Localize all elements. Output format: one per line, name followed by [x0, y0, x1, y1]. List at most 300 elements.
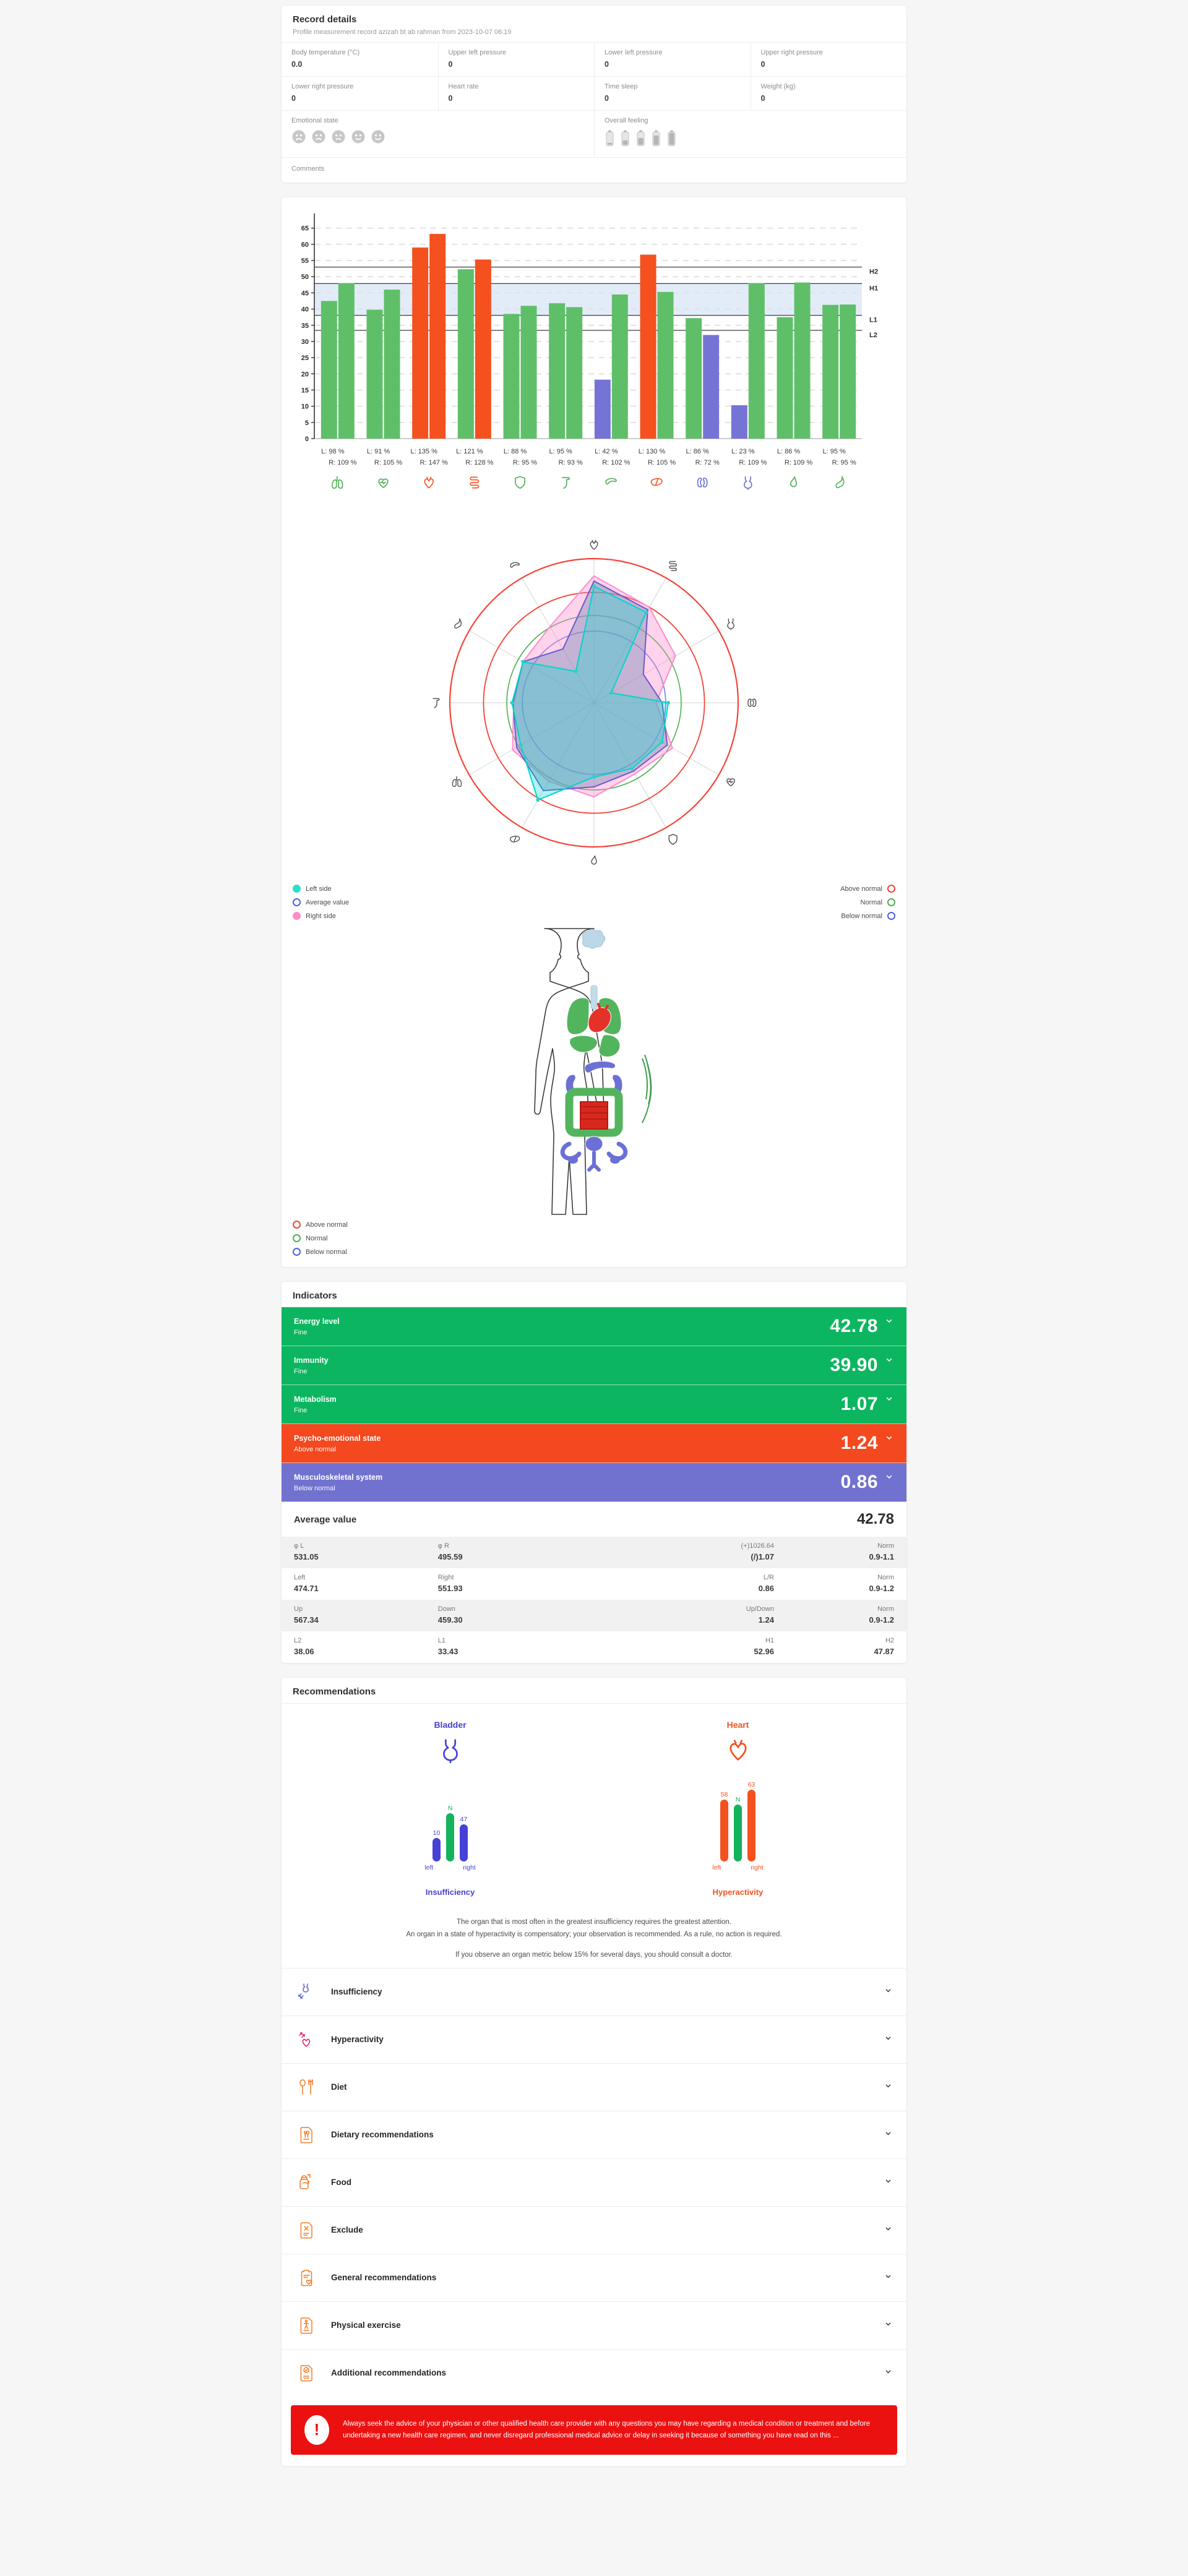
gallbladder-icon	[791, 477, 796, 487]
stat-l1	[438, 1637, 582, 1656]
right-side-swatch	[293, 912, 301, 920]
accordion-diet[interactable]	[282, 2063, 906, 2111]
legend-below	[293, 1248, 347, 1256]
indicators-title: Indicators	[293, 1290, 337, 1301]
cardio-icon	[379, 479, 388, 487]
gallbladder-icon	[592, 856, 596, 864]
field-value: 0	[605, 60, 609, 69]
left-label: left	[712, 1864, 721, 1871]
field-value: 0	[760, 94, 765, 103]
indicator-value-wrap	[841, 1472, 894, 1493]
battery-level-1-icon[interactable]	[605, 129, 615, 150]
mini-bar	[720, 1800, 728, 1861]
indicator-value: 42.78	[830, 1316, 878, 1336]
legend-above	[840, 885, 895, 893]
stat-value: 474.71	[294, 1584, 319, 1593]
diet-icon	[295, 2076, 317, 2098]
stomach-icon	[836, 476, 843, 487]
svg-text:L: 135 %: L: 135 %	[410, 448, 437, 455]
field-value: 0	[605, 94, 609, 103]
stat-label: (+)1026.64	[741, 1542, 774, 1550]
stat-up/down	[582, 1605, 774, 1625]
bar-right-pancreas	[612, 294, 628, 439]
svg-text:45: 45	[301, 290, 309, 298]
svg-text:5: 5	[304, 419, 309, 427]
accordion-general-recommendations[interactable]	[282, 2254, 906, 2301]
stat-label: Norm	[877, 1605, 894, 1613]
chevron-down-icon	[884, 1394, 894, 1407]
field-label: Upper left pressure	[448, 49, 507, 56]
stat-value: 38.06	[294, 1647, 314, 1656]
dietary-icon	[295, 2124, 317, 2146]
svg-text:R: 128 %: R: 128 %	[465, 459, 494, 466]
svg-text:L: 98 %: L: 98 %	[321, 448, 345, 455]
field-value: 0	[448, 94, 453, 103]
above-swatch	[887, 885, 895, 893]
stat-value: 52.96	[754, 1647, 774, 1656]
spacer	[300, 1941, 888, 1949]
mini-bar-value: N	[447, 1805, 453, 1812]
stats-row	[282, 1600, 906, 1631]
radar-legend	[282, 878, 906, 922]
stat-value: 0.9-1.2	[869, 1584, 894, 1593]
battery-level-5-icon[interactable]	[666, 129, 677, 150]
indicator-name: Musculoskeletal system	[294, 1472, 383, 1482]
human-body-diagram	[483, 926, 705, 1218]
accordion-label: General recommendations	[331, 2273, 437, 2283]
left-right-labels	[712, 1864, 763, 1871]
accordion-exclude[interactable]	[282, 2206, 906, 2254]
stat-label: Norm	[877, 1574, 894, 1581]
svg-text:20: 20	[301, 371, 309, 379]
svg-text:L: 95 %: L: 95 %	[549, 448, 572, 455]
mood-sad-icon[interactable]	[311, 129, 326, 147]
svg-text:0: 0	[304, 436, 309, 443]
bladder-icon	[744, 477, 752, 489]
disclaimer-text: Always seek the advice of your physician or other qualified health care provider with any questions you may have regarding a medical condition or treatment and before undertaking a new health care regimen, and never disregard professional medical advice or delay in seeking it because of something you have read on this ...	[343, 2419, 871, 2439]
normal-swatch	[887, 898, 895, 906]
bar-right-immune-system	[521, 306, 537, 439]
legend-average-value	[293, 898, 349, 906]
svg-text:L: 130 %: L: 130 %	[638, 448, 666, 455]
chevron-down-icon	[884, 1355, 894, 1368]
insufficiency-icon	[295, 1981, 317, 2003]
mini-bar-col	[433, 1781, 441, 1861]
liver-icon	[510, 836, 520, 842]
svg-text:R: 105 %: R: 105 %	[374, 459, 403, 466]
svg-text:L: 121 %: L: 121 %	[456, 448, 483, 455]
below-swatch	[293, 1248, 301, 1256]
bar-right-lungs	[338, 283, 355, 439]
mini-bar	[433, 1838, 441, 1861]
stat--+-1026-64	[582, 1542, 774, 1561]
indicator-info	[294, 1473, 382, 1492]
field-lower-left-pressure	[594, 42, 751, 76]
indicator-musculoskeletal-system[interactable]	[282, 1463, 906, 1502]
field-body-temperature-c-	[282, 42, 438, 76]
bladder-icon	[728, 619, 734, 630]
normal-swatch	[293, 1234, 301, 1242]
field-label: Upper right pressure	[760, 49, 823, 56]
indicator-value: 39.90	[830, 1355, 878, 1375]
stat-label: φ L	[294, 1542, 304, 1550]
legend-label: Normal	[306, 1234, 328, 1242]
recommendations-card	[281, 1677, 907, 2467]
legend-below	[840, 912, 895, 920]
indicator-status: Fine	[294, 1328, 308, 1336]
recommendation-accordions	[282, 1968, 906, 2397]
bar-left-heart	[412, 247, 428, 439]
kidneys-icon	[698, 478, 707, 487]
stat-label: Up	[294, 1605, 303, 1613]
stats-row	[282, 1631, 906, 1663]
svg-text:R: 72 %: R: 72 %	[695, 459, 720, 466]
svg-text:L: 86 %: L: 86 %	[686, 448, 709, 455]
radar-legend-series	[293, 885, 349, 920]
stat-label: L2	[294, 1637, 302, 1644]
indicator-value-wrap	[841, 1433, 894, 1454]
legend-normal	[293, 1234, 327, 1242]
stat-label: L/R	[763, 1574, 774, 1581]
bar-right-liver	[658, 292, 674, 439]
measurement-fields	[282, 42, 906, 110]
organ-radar-chart	[421, 530, 767, 876]
stat-label: Left	[294, 1574, 306, 1581]
accordion-dietary-recommendations[interactable]	[282, 2111, 906, 2158]
additional-icon	[295, 2362, 317, 2384]
indicator-name: Metabolism	[294, 1394, 337, 1404]
svg-text:65: 65	[301, 225, 309, 233]
bar-right-intestines	[475, 259, 491, 439]
comments-field[interactable]	[282, 157, 906, 182]
stat-label: Up/Down	[746, 1605, 774, 1613]
field-weight-kg-	[751, 76, 907, 110]
bar-right-heart	[429, 234, 446, 439]
state-row	[282, 110, 906, 157]
bar-right-bladder	[749, 283, 765, 439]
accordion-label: Additional recommendations	[331, 2368, 447, 2378]
accordion-food[interactable]	[282, 2158, 906, 2206]
record-details-card	[281, 5, 907, 183]
field-value: 0.0	[291, 60, 303, 69]
svg-text:L: 95 %: L: 95 %	[822, 448, 846, 455]
stat--r	[438, 1542, 582, 1561]
mood-happy-icon[interactable]	[371, 129, 385, 147]
field-label: Weight (kg)	[760, 83, 796, 90]
stat-label: Right	[437, 1574, 454, 1581]
svg-text:L: 86 %: L: 86 %	[777, 448, 801, 455]
hyperactivity-icon	[295, 2029, 317, 2051]
above-swatch	[293, 1221, 301, 1229]
svg-text:55: 55	[301, 257, 309, 265]
indicator-value-wrap	[841, 1394, 894, 1415]
legend-label: Above normal	[306, 1221, 348, 1229]
mini-bar-col	[720, 1781, 728, 1861]
bar-right-colon	[566, 307, 582, 439]
organ-mini-bars	[720, 1781, 755, 1861]
legend-label: Normal	[860, 898, 882, 906]
emotional-state-label: Emotional state	[291, 117, 338, 124]
indicator-psycho-emotional-state[interactable]	[282, 1424, 906, 1463]
heart-icon	[424, 477, 433, 487]
charts-card	[281, 197, 907, 1268]
legend-right-side	[293, 912, 349, 920]
chevron-down-icon	[884, 1986, 893, 1998]
mood-neutral-icon[interactable]	[331, 129, 346, 147]
intestines-icon	[470, 477, 478, 487]
accordion-label: Food	[331, 2178, 351, 2187]
indicator-status: Fine	[294, 1367, 308, 1375]
svg-text:L1: L1	[869, 316, 877, 324]
bar-left-bladder	[731, 405, 747, 439]
average-value-row	[282, 1502, 906, 1537]
chevron-down-icon	[884, 2319, 893, 2332]
mini-bar-col	[460, 1781, 468, 1861]
average-value: 42.78	[856, 1511, 894, 1527]
chevron-down-icon	[884, 1472, 894, 1485]
stat-h1	[582, 1637, 774, 1656]
stomach-icon	[455, 619, 462, 628]
legend-label: Above normal	[840, 885, 882, 893]
accordion-label: Hyperactivity	[331, 2035, 384, 2045]
stat-value: 567.34	[294, 1615, 319, 1625]
food-icon	[295, 2171, 317, 2194]
svg-text:R: 93 %: R: 93 %	[558, 459, 583, 466]
mini-bar-col	[747, 1781, 755, 1861]
indicator-info	[294, 1356, 329, 1375]
legend-label: Below normal	[306, 1248, 347, 1256]
organ-attention-zone	[282, 1704, 906, 1900]
indicator-energy-level[interactable]	[282, 1307, 906, 1346]
svg-text:40: 40	[301, 306, 309, 314]
body-legend	[282, 1218, 906, 1267]
exclude-icon	[295, 2219, 317, 2241]
field-label: Lower left pressure	[605, 49, 663, 56]
record-details-subtitle: Profile measurement record azizah bt ab rahman from 2023-10-07 06:19	[293, 28, 512, 36]
stat-label: φ R	[437, 1542, 449, 1550]
comments-label: Comments	[291, 165, 325, 173]
bar-left-liver	[640, 255, 656, 439]
legend-label: Below normal	[841, 912, 882, 920]
stat-value: 495.59	[437, 1552, 463, 1561]
stat-up	[294, 1605, 438, 1625]
svg-text:L2: L2	[869, 331, 877, 339]
bar-left-lungs	[321, 301, 337, 439]
chevron-down-icon	[884, 2224, 893, 2236]
cardio-icon	[727, 779, 734, 786]
organ-verdict: Insufficiency	[425, 1887, 475, 1897]
heart-icon	[724, 1736, 752, 1767]
svg-text:35: 35	[301, 322, 309, 330]
legend-label: Right side	[306, 912, 336, 920]
shield-icon	[515, 476, 525, 488]
chevron-down-icon	[884, 2272, 893, 2284]
field-label: Body temperature (°C)	[291, 49, 360, 56]
stat-right	[438, 1574, 582, 1593]
svg-text:L: 23 %: L: 23 %	[731, 448, 755, 455]
right-label: right	[463, 1864, 476, 1871]
bar-left-stomach	[822, 305, 838, 439]
stat-norm	[774, 1605, 894, 1625]
stat-l2	[294, 1637, 438, 1656]
svg-text:L: 42 %: L: 42 %	[595, 448, 618, 455]
stat-value: 0.9-1.1	[869, 1552, 894, 1561]
organ-name: Heart	[726, 1720, 749, 1730]
spacer	[436, 1864, 460, 1871]
indicator-info	[294, 1395, 337, 1414]
bar-right-gallbladder	[794, 283, 811, 439]
legend-left-side	[293, 885, 349, 893]
indicator-metabolism[interactable]	[282, 1385, 906, 1424]
organ-balance-bar-chart	[286, 208, 902, 518]
shield-icon	[669, 835, 677, 844]
stat-h2	[774, 1637, 894, 1656]
right-label: right	[751, 1864, 764, 1871]
indicator-rows	[282, 1307, 906, 1502]
mini-bar-col	[734, 1781, 742, 1861]
chevron-down-icon	[884, 1433, 894, 1446]
chevron-down-icon	[884, 2081, 893, 2093]
bar-right-kidneys	[703, 335, 719, 439]
svg-text:R: 95 %: R: 95 %	[512, 459, 538, 466]
accordion-label: Diet	[331, 2082, 347, 2092]
bar-right-stomach	[840, 304, 856, 439]
chevron-down-icon	[884, 2129, 893, 2141]
overall-feeling-cell	[594, 111, 906, 157]
svg-text:10: 10	[301, 403, 309, 411]
record-details-title: Record details	[293, 14, 357, 25]
mini-bar	[460, 1824, 468, 1861]
chevron-down-icon	[884, 2367, 893, 2379]
bladder-icon	[436, 1736, 465, 1767]
svg-text:60: 60	[301, 241, 309, 249]
organ-mini-bars	[433, 1781, 468, 1861]
general-icon	[295, 2267, 317, 2289]
colon-icon	[433, 698, 439, 708]
svg-text:R: 109 %: R: 109 %	[329, 459, 357, 466]
svg-text:R: 109 %: R: 109 %	[739, 459, 767, 466]
stat-value: 33.43	[437, 1647, 458, 1656]
stat-norm	[774, 1574, 894, 1593]
chevron-down-icon	[884, 2033, 893, 2046]
medical-disclaimer	[291, 2405, 897, 2455]
average-value-swatch	[293, 898, 301, 906]
indicator-status: Above normal	[294, 1445, 336, 1453]
field-value: 0	[760, 60, 765, 69]
heart-icon	[590, 540, 598, 549]
bar-right-cardiovascular-system	[384, 290, 400, 439]
overall-feeling-label: Overall feeling	[605, 117, 648, 124]
mini-bar-col	[446, 1781, 454, 1861]
stat-left	[294, 1574, 438, 1593]
note-line: If you observe an organ metric below 15% for several days, you should consult a doctor.	[455, 1951, 733, 1959]
stat-down	[438, 1605, 582, 1625]
accordion-label: Physical exercise	[331, 2321, 401, 2330]
recommendation-notes	[282, 1900, 906, 1968]
lungs-icon	[332, 476, 343, 488]
field-value: 0	[448, 60, 453, 69]
recommendations-title: Recommendations	[293, 1686, 376, 1697]
accordion-label: Dietary recommendations	[331, 2130, 434, 2140]
accordion-label: Exclude	[331, 2225, 363, 2235]
accordion-additional-recommendations[interactable]	[282, 2349, 906, 2397]
indicator-value-wrap	[830, 1316, 894, 1337]
battery-level-4-icon[interactable]	[651, 129, 661, 150]
svg-text:L: 88 %: L: 88 %	[503, 448, 527, 455]
bar-left-intestines	[458, 269, 474, 439]
field-value: 0	[291, 94, 296, 103]
field-upper-left-pressure	[438, 42, 595, 76]
indicator-name: Psycho-emotional state	[294, 1433, 381, 1443]
stats-row	[282, 1568, 906, 1600]
accordion-hyperactivity[interactable]	[282, 2016, 906, 2063]
field-heart-rate	[438, 76, 595, 110]
legend-label: Left side	[306, 885, 332, 893]
indicator-value: 1.24	[840, 1433, 878, 1453]
radar-legend-status	[840, 885, 895, 920]
mini-bar	[747, 1790, 755, 1861]
stat-value: 0.9-1.2	[869, 1615, 894, 1625]
mini-bar-value: 47	[460, 1816, 468, 1823]
mood-good-icon[interactable]	[351, 129, 366, 147]
organ-block-bladder	[358, 1720, 543, 1897]
average-value-label: Average value	[294, 1514, 357, 1525]
exclamation-icon: !	[304, 2415, 329, 2445]
mini-bar-value: 63	[747, 1781, 755, 1788]
colon-icon	[562, 478, 569, 488]
note-line: The organ that is most often in the greatest insufficiency requires the greatest attention.	[456, 1918, 732, 1926]
svg-text:R: 105 %: R: 105 %	[647, 459, 676, 466]
field-label: Time sleep	[605, 83, 638, 90]
legend-label: Average value	[306, 898, 350, 906]
bar-left-pancreas	[595, 380, 611, 439]
organ-name: Bladder	[434, 1720, 467, 1730]
stat-label: Down	[437, 1605, 455, 1613]
overall-feeling-picker[interactable]	[605, 129, 897, 150]
battery-level-3-icon[interactable]	[635, 129, 646, 150]
stat-value: 0.86	[758, 1584, 774, 1593]
stat--l	[294, 1542, 438, 1561]
battery-level-2-icon[interactable]	[620, 129, 631, 150]
svg-text:25: 25	[301, 354, 309, 363]
indicator-info	[294, 1317, 340, 1336]
bar-left-colon	[549, 303, 565, 439]
indicator-status: Below normal	[294, 1484, 335, 1492]
indicator-immunity[interactable]	[282, 1346, 906, 1385]
stat-l/r	[582, 1574, 774, 1593]
svg-text:30: 30	[301, 338, 309, 346]
emotional-state-picker[interactable]	[291, 129, 584, 147]
field-time-sleep	[594, 76, 751, 110]
left-right-labels	[424, 1864, 475, 1871]
stat-label: Norm	[877, 1542, 894, 1550]
svg-text:H2: H2	[869, 268, 879, 276]
indicator-value-wrap	[830, 1355, 894, 1376]
stat-norm	[774, 1542, 894, 1561]
pancreas-icon	[510, 562, 519, 567]
emotional-state-cell	[282, 111, 594, 157]
chevron-down-icon	[884, 1316, 894, 1329]
mini-bar-value: 58	[720, 1791, 728, 1798]
left-side-swatch	[293, 885, 301, 893]
accordion-insufficiency[interactable]	[282, 1968, 906, 2016]
mood-very-sad-icon[interactable]	[291, 129, 306, 147]
stats-table	[282, 1537, 906, 1663]
indicator-info	[294, 1434, 381, 1453]
legend-above	[293, 1221, 348, 1229]
bar-left-immune-system	[504, 314, 520, 439]
accordion-physical-exercise[interactable]	[282, 2301, 906, 2349]
